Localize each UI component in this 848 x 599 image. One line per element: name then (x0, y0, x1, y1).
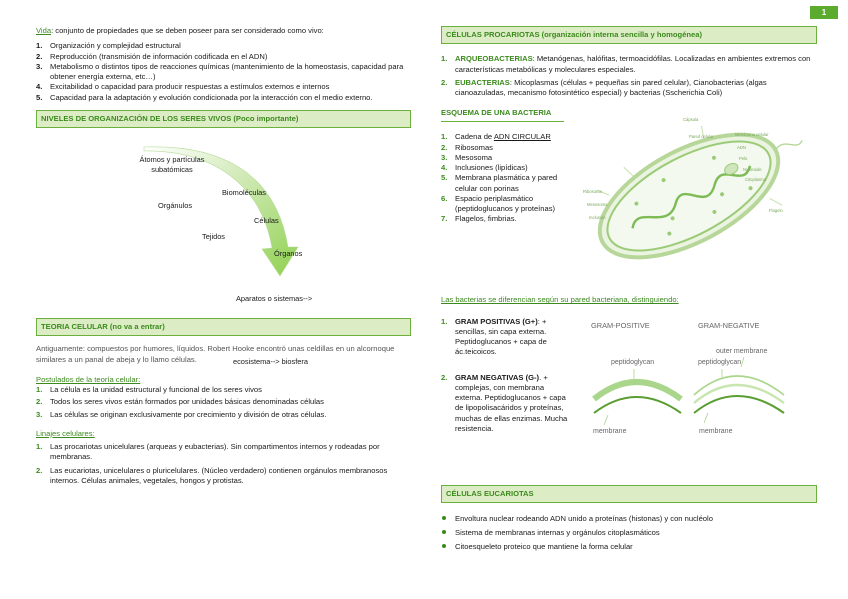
level-ecosistema: ecosistema--> biosfera (233, 357, 308, 366)
list-item: 1. ARQUEOBACTERIAS: Metanógenas, halófitas, termoacidófilas. Localizadas en ambientes extremos con características metabólicas y moleculares especiales. (441, 54, 811, 74)
list-item: 1. GRAM POSITIVAS (G+): + sencillas, sin capa externa. Peptidoglucanos + capa de ác.teicoicos. (441, 316, 547, 357)
procariotas-list (441, 54, 817, 98)
list-item: 4. Excitabilidad o capacidad para producir respuestas a estímulos externos e internos (36, 82, 330, 92)
list-item: 7. Flagelos, fimbrias. (441, 214, 517, 224)
levels-arrow-graphic (36, 128, 411, 306)
level-atomos: Átomos y partículas subatómicas (139, 155, 205, 174)
list-item: 2. Reproducción (transmisión de información codificada en el ADN) (36, 51, 268, 61)
linajes-list (36, 442, 411, 486)
pared-heading: Las bacterias se diferencian según su pared bacteriana, distinguiendo: (441, 295, 679, 305)
page-number: 1 (810, 6, 838, 19)
list-item: 3. Metabolismo o distintos tipos de reacciones químicas (mantenimiento de la homeostasis, capacidad para obtener energía externa, etc…) (36, 61, 404, 81)
eucariotas-heading: CÉLULAS EUCARIOTAS (441, 485, 817, 503)
list-item: 1. La célula es la unidad estructural y funcional de los seres vivos (36, 385, 262, 394)
diagram-label: Flagelo (769, 208, 783, 214)
diagram-label: ADN (737, 145, 746, 151)
list-item: 1. Cadena de ADN CIRCULAR (441, 132, 551, 142)
list-item: 5. Membrana plasmática y pared celular con porinas (441, 173, 558, 193)
left-column (36, 26, 411, 486)
intro-text: : conjunto de propiedades que se deben poseer para ser considerado como vivo: (51, 26, 324, 35)
list-item: 6. Espacio periplasmático (peptidoglucanos y proteínas) (441, 193, 556, 213)
pared-list (441, 317, 573, 435)
header-subject: BIOLOGÍA (36, 6, 76, 15)
peptidoglycan-label-left: peptidoglycan (611, 358, 655, 366)
level-aparatos: Aparatos o sistemas--> (236, 294, 313, 303)
diagram-label: Pelo (739, 156, 748, 162)
diagram-label: Nucleoide (743, 167, 762, 173)
level-organulos: Orgánulos (158, 201, 193, 210)
intro-line (36, 26, 411, 36)
list-item: 2. GRAM NEGATIVAS (G-). + complejas, con membrana externa. Peptidoglucanos + capa de lipopolisacáridos y proteínas, muchas de ellas enzimas. Mucha resistencia. (441, 372, 568, 433)
list-item: 1. Organización y complejidad estructural (36, 41, 181, 51)
teoria-heading: TEORIA CELULAR (no va a entrar) (36, 318, 411, 336)
diagram-label: Cápsula (683, 117, 699, 123)
linajes-title: Linajes celulares: (36, 428, 95, 438)
esquema-heading: ESQUEMA DE UNA BACTERIA (441, 108, 564, 121)
list-item: 3. Mesosoma (441, 152, 493, 162)
outer-membrane-label: outer membrane (716, 347, 768, 355)
diagram-label: Mesosoma (587, 202, 608, 208)
list-item: 2. Ribosomas (441, 142, 493, 152)
list-item: 1. Las procariotas unicelulares (arqueas y eubacterias). Sin compartimentos internos y rodeadas por membranas. (36, 442, 380, 462)
gram-negative-peptidoglycan (694, 385, 784, 403)
diagram-label: Membrana celular (735, 132, 769, 138)
level-biomoleculas: Biomoléculas (222, 188, 266, 197)
intro-section (36, 26, 411, 103)
list-item: Sistema de membranas internas y orgánulos citoplasmáticos (441, 528, 817, 538)
level-tejidos: Tejidos (202, 232, 226, 241)
esquema-section (441, 108, 817, 294)
gram-positive-membrane (594, 397, 681, 413)
levels-diagram (36, 128, 411, 306)
teoria-history: Antiguamente: compuestos por humores, líquidos. Robert Hooke encontró unas celdillas en un alcornoque similares a un panal de abeja y lo llamo células. (36, 344, 395, 364)
diagram-label: Inclusión (589, 215, 606, 221)
list-item: 2. Todos los seres vivos están formados por unidades básicas denominadas células (36, 397, 324, 407)
intro-term: Vida (36, 26, 52, 35)
list-item: 3. Las células se originan exclusivamente por crecimiento y división de otras células. (36, 409, 327, 419)
page-header (0, 0, 848, 20)
header-author: Laura Ibáñez Del Campo (706, 6, 799, 15)
niveles-heading: NIVELES DE ORGANIZACIÓN DE LOS SERES VIVOS (Poco importante) (36, 110, 411, 128)
membrane-label-right: membrane (699, 427, 733, 435)
list-item: 4. Inclusiones (lipídicas) (441, 163, 528, 172)
postulados-title: Postulados de la teoría celular: (36, 374, 141, 384)
diagram-label: Citoplasma (745, 177, 766, 183)
list-item: 2. EUBACTERIAS: Micoplasmas (células + pequeñas sin pared celular), Cianobacterias (algas cianoazuladas, mecanismo fotosintético especial) y bacterias (Sscherichia Coli) (441, 77, 767, 97)
eucariotas-list (441, 514, 817, 553)
bacteria-flagellum (775, 135, 803, 155)
right-column (441, 26, 817, 557)
peptidoglycan-label-right: peptidoglycan (698, 358, 742, 366)
intro-list (36, 41, 411, 103)
list-item: Envoltura nuclear rodeando ADN unido a proteínas (histonas) y con nucléolo (441, 514, 817, 524)
gram-negative-label: GRAM-NEGATIVE (698, 320, 760, 330)
list-item: 2. Las eucariotas, unicelulares o pluricelulares. (Núcleo verdadero) contienen orgánulos membranosos internos. Células animales, vegetales, hongos y protistas. (36, 465, 388, 485)
diagram-label: Pared celular (689, 134, 714, 140)
list-item: 5. Capacidad para la adaptación y evolución condicionada por la interacción con el medio externo. (36, 92, 373, 102)
diagram-label: Ribosoma (583, 189, 602, 195)
level-celulas: Células (254, 216, 279, 225)
membrane-label-left: membrane (593, 427, 627, 435)
pared-section (441, 317, 817, 489)
list-item: Citoesqueleto proteico que mantiene la forma celular (441, 542, 817, 552)
gram-negative-membrane (694, 396, 784, 413)
header-title: ORGANIZACIÓN DE LOS SERES VIVOS. PROCARIOTAS, EUCARIOTAS, VIRUS. (258, 6, 560, 15)
esquema-list (441, 132, 569, 224)
level-organos: Órganos (274, 249, 303, 258)
procariotas-heading: CÉLULAS PROCARIOTAS (organización interna sencilla y homogénea) (441, 26, 817, 44)
postulados-list (36, 385, 411, 420)
bacteria-diagram (579, 108, 817, 268)
gram-positive-label: GRAM-POSITIVE (591, 320, 650, 330)
